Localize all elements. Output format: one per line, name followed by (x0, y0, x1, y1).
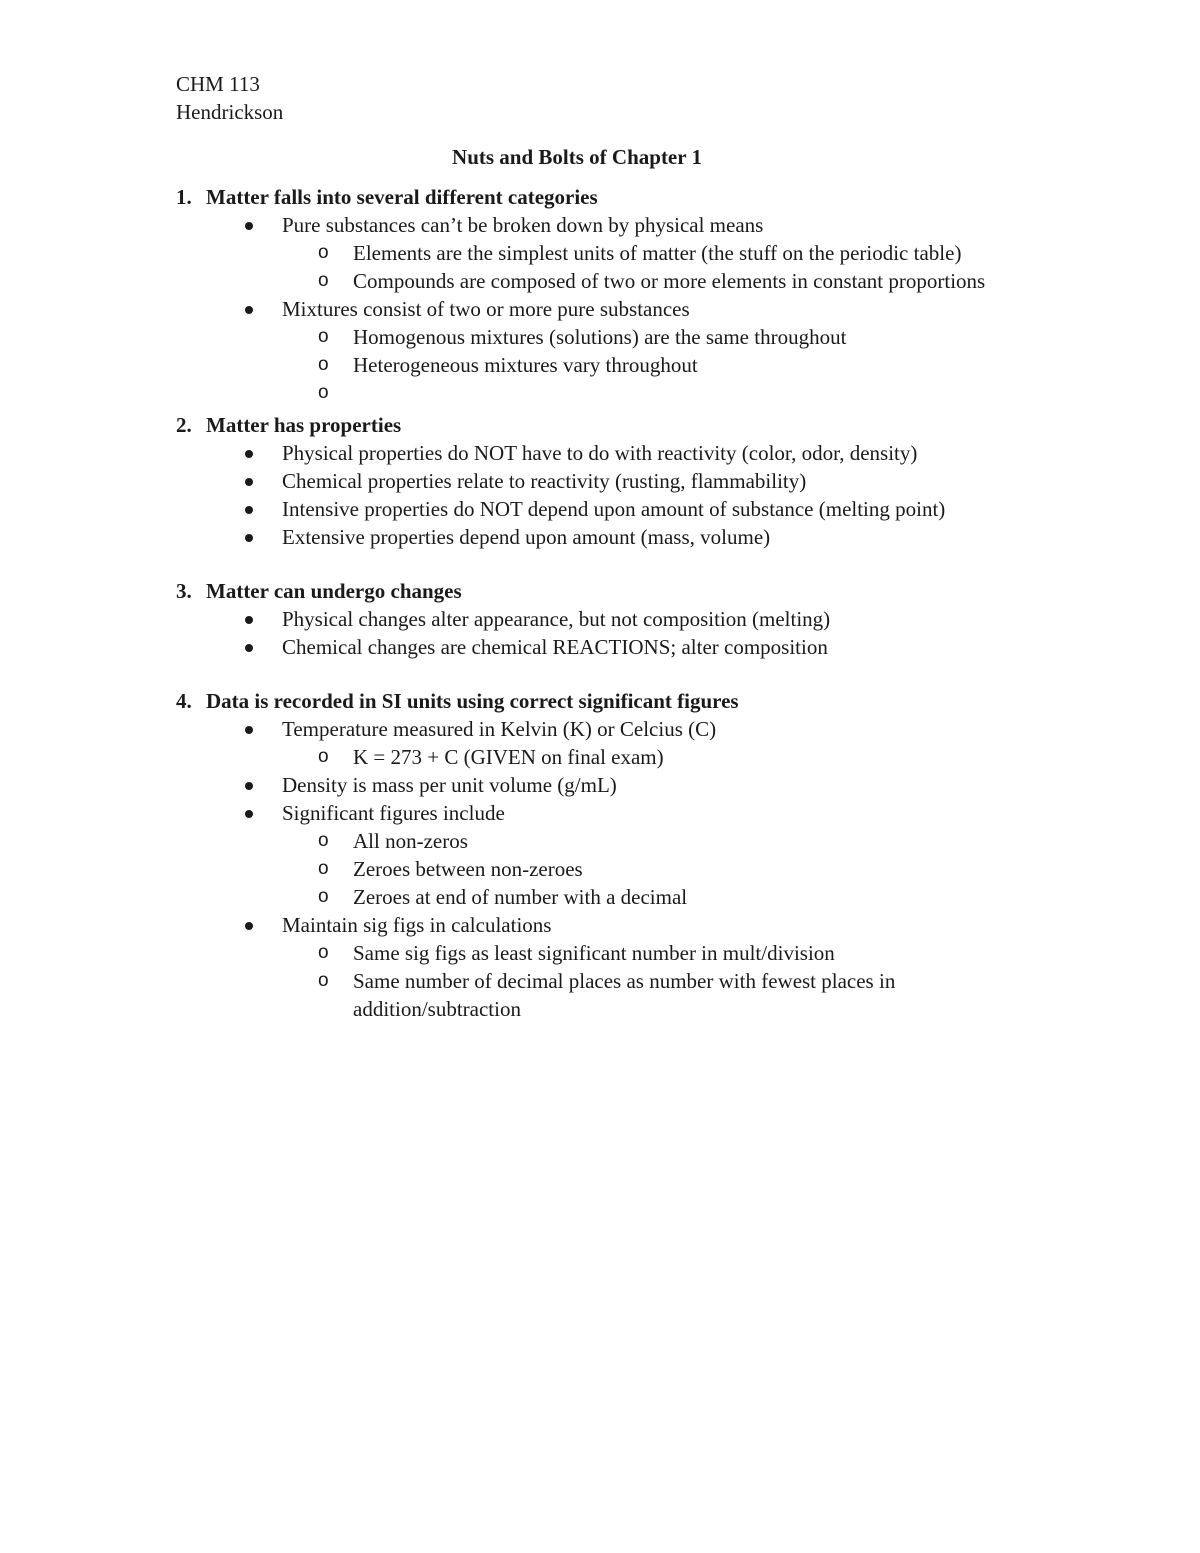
sub-list-item (318, 883, 1026, 911)
list-item (243, 799, 1026, 827)
sub-bullet-icon: o (318, 242, 329, 263)
list-item-text: Density is mass per unit volume (g/mL) (282, 773, 617, 797)
list-item (243, 911, 1026, 939)
list-item (243, 633, 1026, 661)
list-item (243, 211, 1026, 239)
list-item (243, 467, 1026, 495)
sub-list-item-text: Same number of decimal places as number with fewest places in addition/subtraction (353, 969, 896, 1021)
sub-bullet-icon: o (318, 942, 329, 963)
bullet-icon (243, 715, 282, 743)
section-2 (176, 411, 1026, 551)
bullet-icon (243, 467, 282, 495)
list-item (243, 523, 1026, 551)
list-item-text: Chemical changes are chemical REACTIONS; alter composition (282, 635, 828, 659)
sub-bullet-icon: o (318, 382, 329, 403)
sub-bullet-icon: o (318, 326, 329, 347)
sub-bullet-icon: o (318, 886, 329, 907)
section-heading (176, 687, 1026, 715)
sub-bullet-icon: o (318, 970, 329, 991)
section-3 (176, 577, 1026, 661)
list-item (243, 295, 1026, 323)
list-item (243, 495, 1026, 523)
sub-bullet-icon: o (318, 830, 329, 851)
section-4 (176, 687, 1026, 1023)
list-item (243, 771, 1026, 799)
sub-list-item-text: Zeroes between non-zeroes (353, 857, 583, 881)
sub-list-item-text: Same sig figs as least significant number in mult/division (353, 941, 835, 965)
bullet-icon (243, 799, 282, 827)
list-item (243, 605, 1026, 633)
sub-bullet-icon: o (318, 746, 329, 767)
sub-list-item (318, 939, 1026, 967)
section-heading-text: Matter has properties (206, 413, 402, 437)
document-title: Nuts and Bolts of Chapter 1 (452, 145, 702, 169)
section-number: 3. (176, 579, 192, 603)
sub-list-item-text: Zeroes at end of number with a decimal (353, 885, 688, 909)
sub-list-item (318, 743, 1026, 771)
bullet-icon (243, 911, 282, 939)
section-number: 1. (176, 185, 192, 209)
sub-list-item-text: Homogenous mixtures (solutions) are the same throughout (353, 325, 847, 349)
list-item-text: Physical properties do NOT have to do with reactivity (color, odor, density) (282, 441, 918, 465)
course-code: CHM 113 (176, 72, 260, 96)
sub-list-item (318, 967, 1026, 1023)
list-item (243, 715, 1026, 743)
sub-list-item-text: All non-zeros (353, 829, 468, 853)
document-page (176, 70, 1026, 1023)
section-heading (176, 411, 1026, 439)
list-item-text: Intensive properties do NOT depend upon amount of substance (melting point) (282, 497, 946, 521)
section-heading-text: Data is recorded in SI units using correct significant figures (206, 689, 739, 713)
section-1 (176, 183, 1026, 407)
bullet-icon (243, 495, 282, 523)
sub-list-item-text: Compounds are composed of two or more elements in constant proportions (353, 269, 986, 293)
list-item-text: Physical changes alter appearance, but not composition (melting) (282, 607, 831, 631)
sub-list-item-text: K = 273 + C (GIVEN on final exam) (353, 745, 664, 769)
section-heading (176, 183, 1026, 211)
section-heading-text: Matter falls into several different categories (206, 185, 598, 209)
list-item-text: Maintain sig figs in calculations (282, 913, 552, 937)
sub-list-item-text: Elements are the simplest units of matter (the stuff on the periodic table) (353, 241, 962, 265)
list-item (243, 439, 1026, 467)
list-item-text: Mixtures consist of two or more pure substances (282, 297, 690, 321)
instructor-name: Hendrickson (176, 100, 284, 124)
sub-list-item (318, 379, 1026, 407)
bullet-icon (243, 295, 282, 323)
list-item-text: Pure substances can’t be broken down by physical means (282, 213, 764, 237)
section-heading-text: Matter can undergo changes (206, 579, 462, 603)
sub-list-item (318, 855, 1026, 883)
sub-list-item (318, 827, 1026, 855)
bullet-icon (243, 211, 282, 239)
sub-bullet-icon: o (318, 270, 329, 291)
bullet-icon (243, 771, 282, 799)
sub-list-item (318, 267, 1026, 295)
list-item-text: Extensive properties depend upon amount (mass, volume) (282, 525, 771, 549)
sub-list-item-text: Heterogeneous mixtures vary throughout (353, 353, 698, 377)
bullet-icon (243, 605, 282, 633)
list-item-text: Significant figures include (282, 801, 505, 825)
sub-list-item (318, 239, 1026, 267)
list-item-text: Chemical properties relate to reactivity (rusting, flammability) (282, 469, 807, 493)
section-number: 2. (176, 413, 192, 437)
bullet-icon (243, 633, 282, 661)
sub-bullet-icon: o (318, 354, 329, 375)
bullet-icon (243, 439, 282, 467)
section-heading (176, 577, 1026, 605)
sub-list-item (318, 323, 1026, 351)
sub-bullet-icon: o (318, 858, 329, 879)
list-item-text: Temperature measured in Kelvin (K) or Celcius (C) (282, 717, 717, 741)
bullet-icon (243, 523, 282, 551)
sub-list-item (318, 351, 1026, 379)
section-number: 4. (176, 689, 192, 713)
